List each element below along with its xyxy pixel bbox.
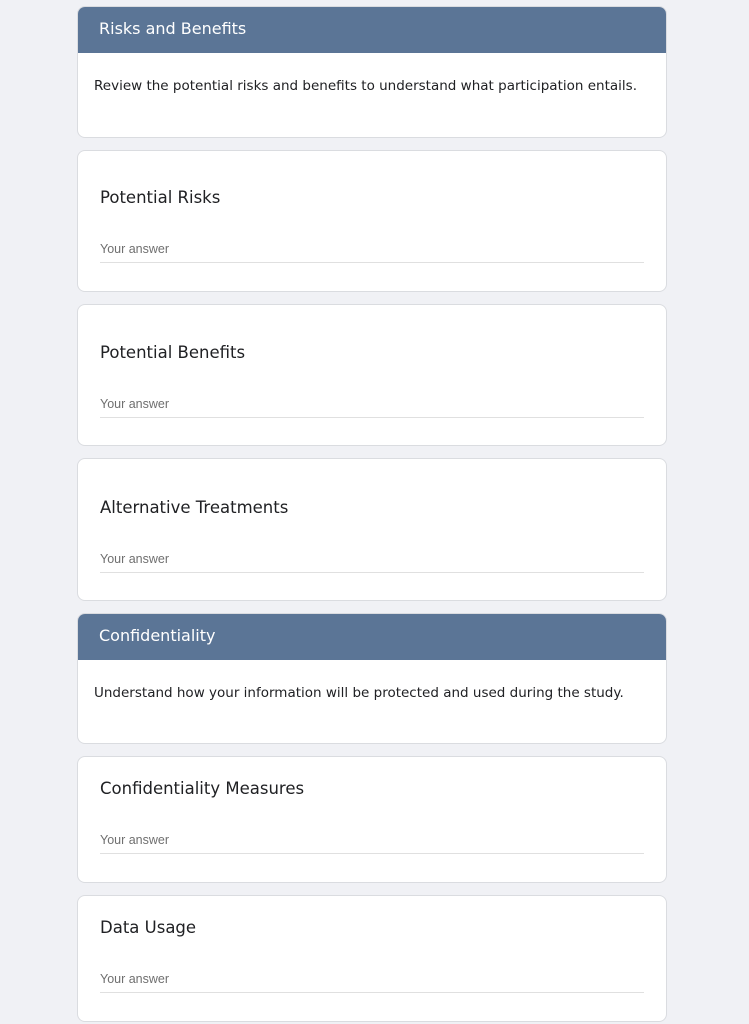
question-card-alternative-treatments <box>77 458 667 601</box>
answer-input[interactable] <box>100 832 644 854</box>
section-description: Review the potential risks and benefits to understand what participation entails. <box>94 78 637 94</box>
question-title: Data Usage <box>100 918 197 937</box>
section-description: Understand how your information will be protected and used during the study. <box>94 685 624 701</box>
question-title: Potential Benefits <box>100 343 246 362</box>
section-card-confidentiality <box>77 613 667 744</box>
section-header: Confidentiality <box>78 614 666 660</box>
answer-input[interactable] <box>100 551 644 573</box>
answer-input[interactable] <box>100 241 644 263</box>
question-title: Potential Risks <box>100 188 221 207</box>
question-card-potential-risks <box>77 150 667 292</box>
question-card-potential-benefits <box>77 304 667 446</box>
answer-input[interactable] <box>100 396 644 418</box>
question-card-confidentiality-measures <box>77 756 667 883</box>
section-header: Risks and Benefits <box>78 7 666 53</box>
question-title: Alternative Treatments <box>100 498 289 517</box>
question-title: Confidentiality Measures <box>100 779 305 798</box>
question-card-data-usage <box>77 895 667 1022</box>
section-card-risks-and-benefits <box>77 6 667 138</box>
answer-input[interactable] <box>100 971 644 993</box>
